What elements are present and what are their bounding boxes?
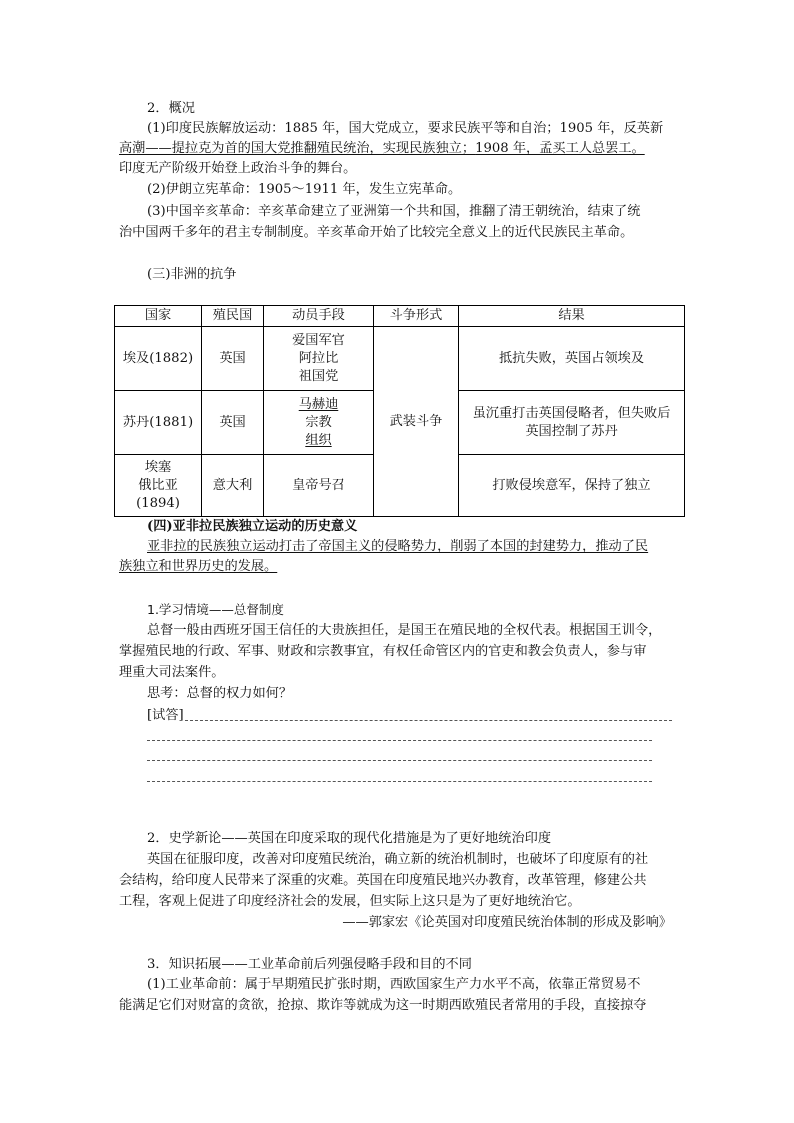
means-line: 组织 [305, 432, 332, 448]
header-colonizer: 殖民国 [202, 306, 264, 327]
newview-line-2: 会结构，给印度人民带来了深重的灾难。英国在印度殖民地兴办教育，改革管理，修建公共 [119, 873, 647, 888]
means-line: 马赫迪 [298, 396, 339, 412]
extension-line-1: (1)工业革命前：属于早期殖民扩张时期，西欧国家生产力水平不高，依靠正常贸易不 [147, 977, 641, 992]
overview-heading: 2．概况 [147, 101, 195, 116]
scenario-question: 思考：总督的权力如何？ [147, 686, 293, 701]
header-country: 国家 [115, 306, 202, 327]
cell-means [264, 391, 374, 455]
answer-label: [试答] [147, 708, 184, 723]
iran-paragraph: (2)伊朗立宪革命：1905～1911 年，发生立宪革命。 [147, 182, 462, 197]
scenario-heading: 1.学习情境——总督制度 [147, 602, 284, 617]
means-line: 祖国党 [298, 368, 339, 384]
header-means: 动员手段 [264, 306, 374, 327]
cell-result: 打败侵埃意军，保持了独立 [459, 455, 685, 517]
india-paragraph-line-1: (1)印度民族解放运动：1885 年，国大党成立，要求民族平等和自治；1905 年，反英新 [147, 121, 664, 136]
scenario-line-3: 理重大司法案件。 [119, 665, 225, 680]
cell-colonizer: 英国 [202, 391, 264, 455]
header-result: 结果 [459, 306, 685, 327]
scenario-line-1: 总督一般由西班牙国王信任的大贵族担任，是国王在殖民地的全权代表。根据国王训令， [147, 623, 662, 638]
cell-country: 苏丹(1881) [115, 391, 202, 455]
country-line: 埃塞 [144, 459, 172, 475]
china-paragraph-line-1: (3)中国辛亥革命：辛亥革命建立了亚洲第一个共和国，推翻了清王朝统治，结束了统 [147, 204, 641, 219]
cell-colonizer: 意大利 [202, 455, 264, 517]
cell-result [459, 391, 685, 455]
table-header-row [115, 306, 685, 327]
newview-line-3: 工程，客观上促进了印度经济社会的发展，但实际上这只是为了更好地统治它。 [119, 894, 581, 909]
extension-heading: 3．知识拓展——工业革命前后列强侵略手段和目的不同 [147, 957, 472, 972]
country-line: 俄比亚 [138, 477, 178, 493]
newview-heading: 2．史学新论——英国在印度采取的现代化措施是为了更好地统治印度 [147, 831, 552, 846]
significance-line-1: 亚非拉的民族独立运动打击了帝国主义的侵略势力，削弱了本国的封建势力，推动了民 [147, 539, 649, 554]
india-paragraph-line-3: 印度无产阶级开始登上政治斗争的舞台。 [119, 161, 357, 176]
answer-line[interactable] [147, 740, 652, 741]
means-line: 宗教 [305, 414, 332, 430]
cell-country [115, 455, 202, 517]
answer-line[interactable] [147, 781, 652, 782]
scenario-line-2: 掌握殖民地的行政、军事、财政和宗教事宜，有权任命管区内的官吏和教会负责人，参与审 [119, 644, 647, 659]
country-line: (1894) [136, 495, 180, 511]
cell-means [264, 327, 374, 391]
cell-country: 埃及(1882) [115, 327, 202, 391]
extension-line-2: 能满足它们对财富的贪欲，抢掠、欺诈等就成为这一时期西欧殖民者常用的手段，直接掠夺 [119, 998, 647, 1013]
india-underlined-strike: 1908 年，孟买工人总罢工。 [475, 141, 645, 156]
cell-form: 武装斗争 [374, 327, 459, 517]
result-line: 虽沉重打击英国侵略者，但失败后 [472, 405, 671, 421]
cell-colonizer: 英国 [202, 327, 264, 391]
table-row [115, 327, 685, 391]
means-line: 阿拉比 [298, 350, 339, 366]
answer-line[interactable] [185, 720, 672, 721]
china-paragraph-line-2: 治中国两千多年的君主专制制度。辛亥革命开始了比较完全意义上的近代民族民主革命。 [119, 225, 634, 240]
means-line: 爱国军官 [292, 332, 345, 348]
cell-means: 皇帝号召 [264, 455, 374, 517]
newview-source: ——郭家宏《论英国对印度殖民统治体制的形成及影响》 [342, 915, 672, 930]
answer-line[interactable] [147, 760, 652, 761]
significance-heading: (四)亚非拉民族独立运动的历史意义 [147, 519, 358, 534]
africa-heading: (三)非洲的抗争 [147, 267, 237, 282]
significance-line-2: 族独立和世界历史的发展。 [119, 559, 278, 574]
header-form: 斗争形式 [374, 306, 459, 327]
newview-line-1: 英国在征服印度，改善对印度殖民统治，确立新的统治机制时，也破坏了印度原有的社 [147, 852, 649, 867]
india-paragraph-line-2 [119, 140, 645, 158]
cell-result: 抵抗失败，英国占领埃及 [459, 327, 685, 391]
result-line: 英国控制了苏丹 [525, 423, 618, 439]
africa-struggle-table [114, 305, 685, 517]
india-underlined-tilak: 高潮——提拉克为首的国大党推翻殖民统治，实现民族独立； [119, 141, 476, 156]
